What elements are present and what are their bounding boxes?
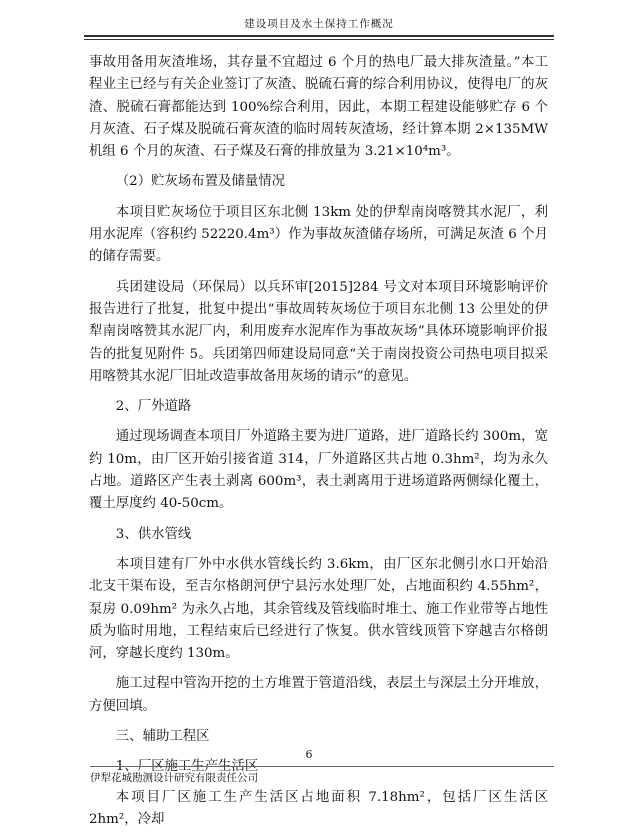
subheading-ash-yard: （2）贮灰场布置及储量情况	[115, 174, 286, 190]
heading-auxiliary-works: 三、辅助工程区	[115, 729, 210, 745]
paragraph-construction-area: 本项目厂区施工生产生活区占地面积 7.18hm²，包括厂区生活区 2hm²，冷却	[89, 789, 548, 827]
paragraph-approval: 兵团建设局（环保局）以兵环审[2015]284 号文对本项目环境影响评价报告进行了批复，批复中提出“事故周转灰场位于项目东北侧 13 公里处的伊犁南岗喀赞其水泥厂内，利用废弃水泥库作为事故灰场”具体环境影响评价报告的批复见附件 5。兵团第四师建设局同意“关于南岗投资公司热电项目拟采用喀赞其水泥厂旧址改造事故备用灰场的请示”的意见。	[89, 279, 548, 384]
footer-company: 伊犁花城勘测设计研究有限责任公司	[90, 766, 554, 785]
paragraph-trench-soil: 施工过程中管沟开挖的土方堆置于管道沿线，表层土与深层土分开堆放，方便回填。	[89, 676, 548, 714]
page-number: 6	[305, 748, 313, 761]
heading-construction-area: 1、厂区施工生产生活区	[115, 759, 259, 775]
paragraph-external-road: 通过现场调查本项目厂外道路主要为进厂道路，进厂道路长约 300m，宽约 10m，由厂区开始引接省道 314，厂外道路区共占地 0.3hm²，均为永久占地。道路区产生表土剥离 600m³，表土剥离用于进场道路两侧绿化覆土，覆土厚度约 40-50cm。	[89, 429, 548, 512]
paragraph-ash-storage: 事故用备用灰渣堆场，其存量不宜超过 6 个月的热电厂最大排灰渣量。”本工程业主已经与有关企业签订了灰渣、脱硫石膏的综合利用协议，使得电厂的灰渣、脱硫石膏都能达到 100%综合利用，因此，本期工程建设能够贮存 6 个月灰渣、石子煤及脱硫石膏灰渣的临时周转灰渣场，经计算本期 2×135MW 机组 6 个月的灰渣、石子煤及石膏的排放量为 3.21×10⁴m³。	[89, 55, 548, 160]
paragraph-water-pipeline: 本项目建有厂外中水供水管线长约 3.6km，由厂区东北侧引水口开始沿北支干渠布设，至吉尔格朗河伊宁县污水处理厂处，占地面积约 4.55hm²，泵房 0.09hm² 为永久占地，其余管线及管线临时堆土、施工作业带等占地性质为临时用地，工程结束后已经进行了恢复。供水管线顶管下穿越吉尔格朗河，穿越长度约 130m。	[89, 556, 548, 662]
heading-water-pipeline: 3、供水管线	[115, 526, 192, 542]
paragraph-ash-yard-location: 本项目贮灰场位于项目区东北侧 13km 处的伊犁南岗喀赞其水泥厂，利用水泥库（容积约 52220.4m³）作为事故灰渣储存场所，可满足灰渣 6 个月的储存需要。	[89, 204, 548, 265]
running-header: 建设项目及水土保持工作概况	[84, 16, 554, 37]
body-text	[89, 52, 548, 839]
heading-external-road: 2、厂外道路	[115, 399, 192, 415]
